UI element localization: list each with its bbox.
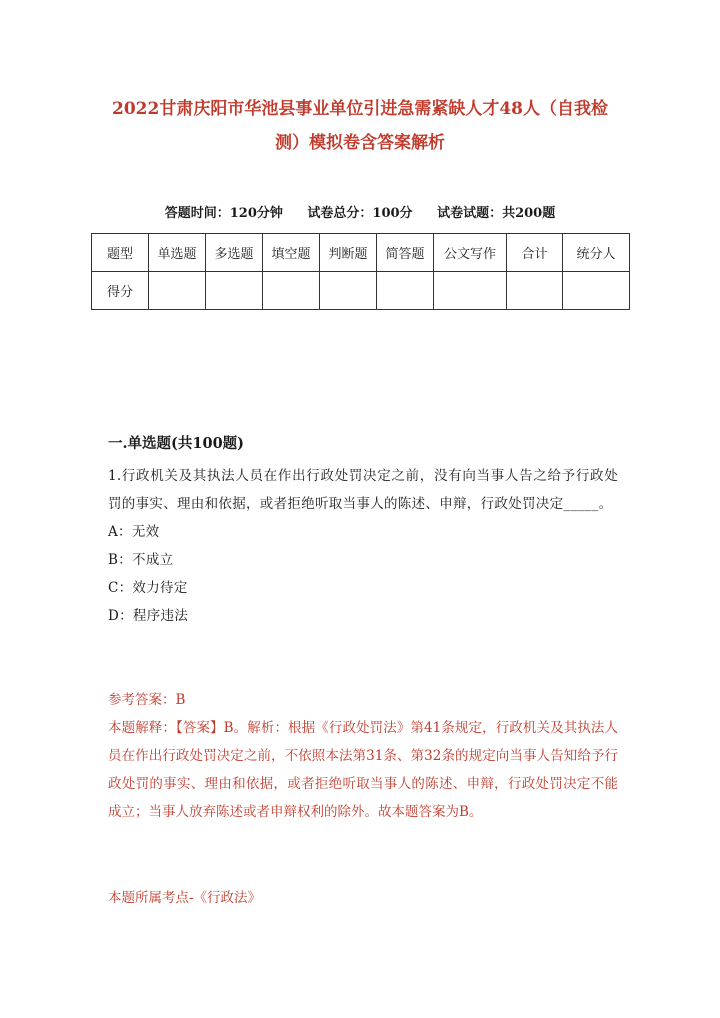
answer-block: [108, 686, 618, 826]
header-cell: 公文写作: [434, 234, 507, 272]
score-cell: [263, 272, 320, 310]
score-cell: [507, 272, 563, 310]
header-cell: 简答题: [377, 234, 434, 272]
score-cell: [149, 272, 206, 310]
exam-meta: [0, 202, 720, 221]
score-cell: [320, 272, 377, 310]
reference-answer: 参考答案：B: [108, 692, 186, 708]
title-line-2: 测）模拟卷含答案解析: [275, 133, 445, 153]
option-d: D：程序违法: [108, 608, 189, 624]
answer-explanation: 本题解释：【答案】B。解析：根据《行政处罚法》第41条规定，行政机关及其执法人员在作出行政处罚决定之前，不依照本法第31条、第32条的规定向当事人告知给予行政处罚的事实、理由和依据，或者拒绝听取当事人的陈述、申辩，行政处罚决定不能成立；当事人放弃陈述或者申辩权利的除外。故本题答案为B。: [108, 720, 618, 820]
score-table-header-row: [92, 234, 630, 272]
header-cell: 统分人: [563, 234, 630, 272]
total-score: 试卷总分：100分: [307, 206, 413, 221]
option-b: B：不成立: [108, 552, 174, 568]
score-cell: [206, 272, 263, 310]
title-line-1: 2022甘肃庆阳市华池县事业单位引进急需紧缺人才48人（自我检: [112, 99, 608, 119]
header-cell: 合计: [507, 234, 563, 272]
header-cell: 题型: [92, 234, 149, 272]
score-cell: [563, 272, 630, 310]
row-label-cell: 得分: [92, 272, 149, 310]
header-cell: 多选题: [206, 234, 263, 272]
score-table: [91, 233, 630, 310]
score-cell: [377, 272, 434, 310]
header-cell: 填空题: [263, 234, 320, 272]
option-c: C：效力待定: [108, 580, 188, 596]
document-title: [60, 92, 660, 160]
question-count: 试卷试题：共200题: [437, 206, 556, 221]
question-block: [108, 462, 618, 630]
exam-time: 答题时间：120分钟: [164, 206, 283, 221]
knowledge-point: 本题所属考点-《行政法》: [108, 890, 262, 906]
option-a: A：无效: [108, 524, 160, 540]
section-heading: 一.单选题(共100题): [108, 435, 245, 452]
header-cell: 判断题: [320, 234, 377, 272]
question-stem: 1.行政机关及其执法人员在作出行政处罚决定之前，没有向当事人告之给予行政处罚的事实、理由和依据，或者拒绝听取当事人的陈述、申辩，行政处罚决定_____。: [108, 468, 618, 512]
score-cell: [434, 272, 507, 310]
header-cell: 单选题: [149, 234, 206, 272]
score-table-score-row: [92, 272, 630, 310]
